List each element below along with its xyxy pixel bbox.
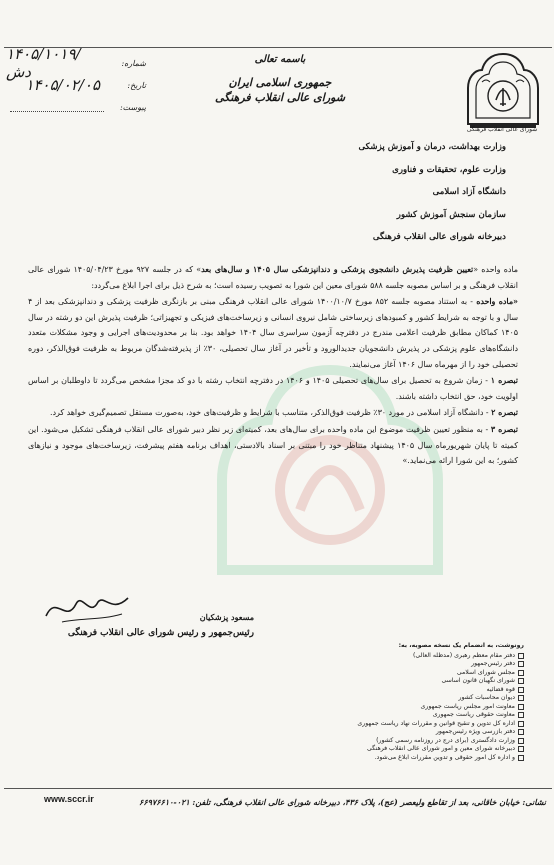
checkbox-icon <box>518 721 524 727</box>
cc-item: دبیرخانه شورای معین و امور شورای عالی انقلاب فرهنگی <box>334 745 524 754</box>
checkbox-icon <box>518 712 524 718</box>
note3-paragraph <box>28 422 518 469</box>
checkbox-icon <box>518 755 524 761</box>
checkbox-icon <box>518 670 524 676</box>
checkbox-icon <box>518 678 524 684</box>
footer-address: نشانی: خیابان خاقانی، بعد از تقاطع ولیعصر (عج)، پلاک ۴۳۶، دبیرخانه شورای عالی انقلاب فرهنگی، تلفن: ۰۲۱-۶۶۹۷۶۶۱۰ <box>139 797 546 807</box>
recipient-item: دانشگاه آزاد اسلامی <box>432 187 506 197</box>
recipient-item: دبیرخانه شورای عالی انقلاب فرهنگی <box>372 232 506 242</box>
cc-item: و اداره کل امور حقوقی و تدوین مقررات ابلاغ می‌شود. <box>334 754 524 763</box>
attachment-label: پیوست: <box>119 102 146 112</box>
date-row <box>6 74 146 96</box>
checkbox-icon <box>518 661 524 667</box>
footer-website-link[interactable]: www.sccr.ir <box>44 794 94 804</box>
signatory-title: رئیس‌جمهور و رئیس شورای عالی انقلاب فرهنگی <box>67 628 254 638</box>
cc-item: دفتر بازرسی ویژه رئیس‌جمهور <box>334 728 524 737</box>
recipient-item: سازمان سنجش آموزش کشور <box>396 209 506 220</box>
number-label: شماره: <box>121 58 146 68</box>
intro-paragraph <box>28 262 518 293</box>
checkbox-icon <box>518 695 524 701</box>
cc-item: دفتر رئیس‌جمهور <box>334 660 524 669</box>
date-label: تاریخ: <box>127 80 146 90</box>
bismillah: باسمه تعالی <box>254 54 306 65</box>
number-row <box>6 45 146 81</box>
note2-label: تبصره ۲ <box>491 408 518 418</box>
attachment-row <box>6 96 146 118</box>
article-label: «ماده واحده <box>476 297 518 307</box>
letterhead-country: جمهوری اسلامی ایران <box>228 76 332 89</box>
checkbox-icon <box>518 746 524 752</box>
checkbox-icon <box>518 704 524 710</box>
letter-meta <box>6 45 146 118</box>
letterhead <box>190 54 370 105</box>
date-value: ۱۴۰۵/۰۲/۰۵ <box>25 76 100 94</box>
note2-paragraph <box>28 405 518 421</box>
number-value: ۱۴۰۵/۱۰۱۹/دش <box>6 45 81 81</box>
intro-rest: » که در جلسه ۹۲۷ مورخ ۱۴۰۵/۰۴/۲۳ شورای عالی انقلاب فرهنگی و بر اساس مصوبه جلسه ۵۸۸ شورای معین این شورا به تصویب رسیده است؛ به شرح ذیل برای اجرا ابلاغ می‌گردد: <box>28 265 518 290</box>
letter-body <box>28 262 518 470</box>
recipients-list <box>358 142 506 255</box>
recipient-item: وزارت بهداشت، درمان و آموزش پزشکی <box>358 142 506 152</box>
cc-list <box>334 642 524 762</box>
note3-text: - به منظور تعیین ظرفیت موضوع این ماده واحده برای سال‌های بعد، کمیته‌ای زیر نظر دبیر شورای عالی انقلاب فرهنگی تشکیل می‌شود. این کمیته تا پایان شهریورماه سال ۱۴۰۵ پیشنهاد متناظر خود را مبتنی بر اسناد بالادستی، اهداف برنامه هفتم پیشرفت، زیرساخت‌های موجود و نیازهای کشور؛ به این شورا ارائه می‌نماید.» <box>28 424 518 466</box>
letterhead-council: شورای عالی انقلاب فرهنگی <box>214 91 346 104</box>
checkbox-icon <box>518 729 524 735</box>
article-paragraph <box>28 294 518 372</box>
note1-text: - زمان شروع به تحصیل برای سال‌های تحصیلی ۱۴۰۵ و ۱۴۰۶ در دفترچه انتخاب رشته با دو کد مجزا مشخص می‌گردد تا داوطلبان بر اساس اولویت خود، حق انتخاب داشته باشند. <box>28 376 518 401</box>
note2-text: - دانشگاه آزاد اسلامی در مورد ۳۰٪ ظرفیت فوق‌الذکر، متناسب با شرایط و ظرفیت‌های خود، به‌صورت مستقل تصمیم‌گیری خواهد کرد. <box>49 408 492 418</box>
intro-prefix: ماده واحده « <box>473 265 518 274</box>
note1-label: تبصره ۱ <box>490 376 519 386</box>
signatory-name: مسعود پزشکیان <box>199 612 254 622</box>
cc-item: شورای نگهبان قانون اساسی <box>334 677 524 686</box>
checkbox-icon <box>518 653 524 659</box>
note1-paragraph <box>28 373 518 404</box>
footer-divider <box>4 788 552 789</box>
cc-item: دفتر مقام معظم رهبری (مدظله العالی) <box>334 652 524 661</box>
checkbox-icon <box>518 738 524 744</box>
intro-title: تعیین ظرفیت پذیرش دانشجوی پزشکی و دندانپزشکی سال ۱۴۰۵ و سال‌های بعد <box>201 265 474 274</box>
attachment-dots <box>10 102 104 112</box>
note3-label: تبصره ۳ <box>490 424 518 434</box>
cc-item: معاونت حقوقی ریاست جمهوری <box>334 711 524 720</box>
cc-item: اداره کل تدوین و تنقیح قوانین و مقررات نهاد ریاست جمهوری <box>334 720 524 729</box>
checkbox-icon <box>518 687 524 693</box>
cc-item: قوه قضائیه <box>334 686 524 695</box>
cc-item: معاونت امور مجلس ریاست جمهوری <box>334 703 524 712</box>
cc-item: مجلس شورای اسلامی <box>334 669 524 678</box>
emblem-caption: شورای عالی انقلاب فرهنگی <box>466 126 538 133</box>
cc-title: رونوشت، به انضمام یک نسخه مصوبه، به: <box>398 642 524 649</box>
recipient-item: وزارت علوم، تحقیقات و فناوری <box>392 164 506 175</box>
handwritten-signature-icon <box>42 588 132 628</box>
cc-item: وزارت دادگستری (برای درج در روزنامه رسمی کشور) <box>334 737 524 746</box>
article-text: - به استناد مصوبه جلسه ۸۵۲ مورخ ۱۴۰۰/۱۰/۷ شورای عالی انقلاب فرهنگی مبنی بر بازنگری ظرفیت پزشکی و دندانپزشکی بعد از ۴ سال و با توجه به شرایط کشور و کمبودهای زیرساختی شامل نیروی انسانی و زیرساخت‌های فیزیکی و تجهیزاتی؛ ظرفیت پذیرش این دو رشته در سال ۱۴۰۵ کماکان مطابق ظرفیت اعلامی مندرج در دفترچه آزمون سراسری سال ۱۴۰۴ خواهد بود. بنا بر محدودیت‌های اجرایی و وجود مشکلات متعدد دانشگاه‌های علوم پزشکی در پذیرش دانشجویان جدیدالورود و تأخیر در آغاز سال تحصیلی، ۳۰٪ از پذیرفته‌شدگان مربوط به ظرفیت فوق‌الذکر، دوره تحصیلی خود را از مهرماه سال ۱۴۰۶ آغاز می‌نمایند. <box>28 297 518 369</box>
cc-item: دیوان محاسبات کشور <box>334 694 524 703</box>
top-divider <box>4 47 552 48</box>
